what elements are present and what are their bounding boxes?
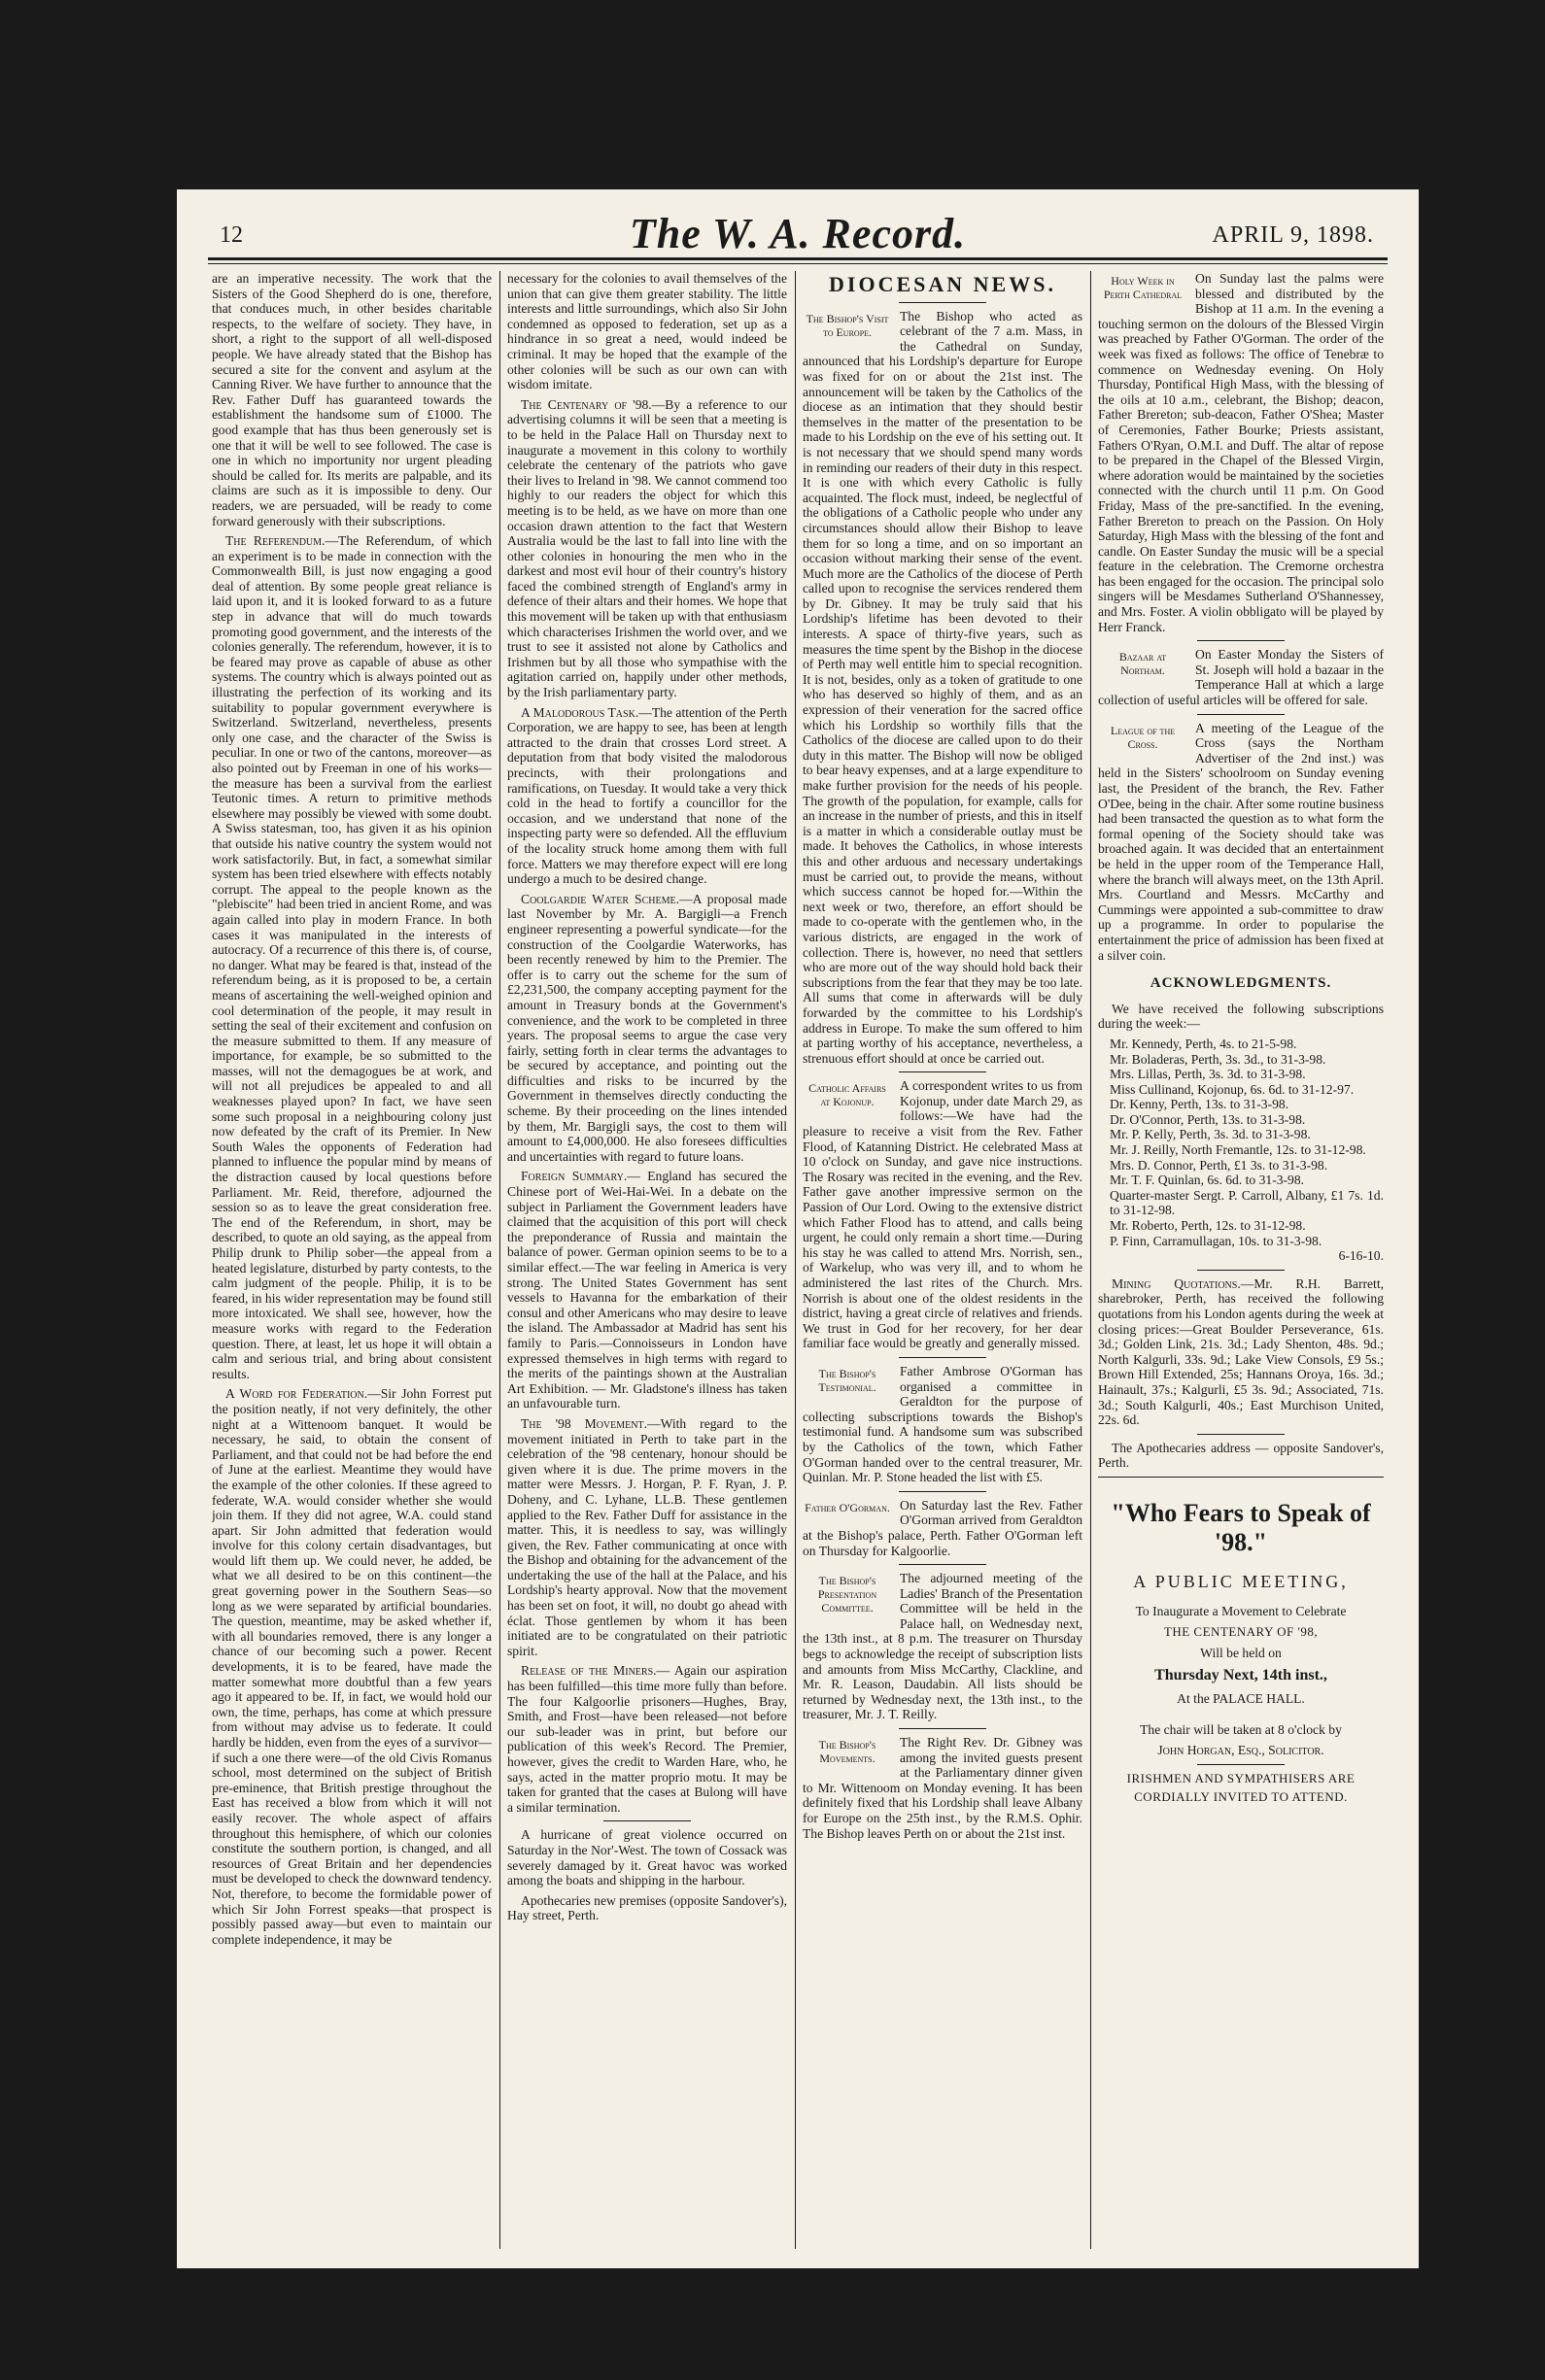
section-rule: [1197, 1434, 1285, 1435]
ad-centenary: THE CENTENARY OF '98,: [1163, 1624, 1319, 1640]
side-head: The Bishop's Presentation Committee.: [817, 1574, 877, 1615]
article-head: The Centenary of '98.: [521, 396, 652, 412]
news-hurricane: A hurricane of great violence occurred on Saturday in the Nor'-West. The town of Cossack was severely damaged by it. Great havoc was worked among the boats and shipping in the harbour.: [507, 1827, 787, 1888]
header-rule-thick: [208, 257, 1388, 260]
ad-chairman: John Horgan, Esq., Solicitor.: [1157, 1743, 1324, 1758]
item-presentation: [803, 1571, 1082, 1722]
item-body: The adjourned meeting of the Ladies' Branch of the Presentation Committee will be held in the Palace hall, on Wednesday next, the 13th inst., at 8 p.m. The treasurer on Thursday begs to acknowledge the receipt of subscription lists and amounts from Miss McCarthy, Clackline, and Mr. R. Leason, Daudabin. All lists should be returned by Wednesday next, the 13th inst., to the treasurer, Mr. J. T. Reilly.: [803, 1571, 1082, 1722]
article-head: The Referendum.: [225, 533, 326, 549]
section-rule: [899, 1071, 986, 1072]
ack-item: Mr. Roberto, Perth, 12s. to 31-12-98.: [1110, 1218, 1306, 1234]
section-rule: [1197, 640, 1285, 641]
side-head: The Bishop's Movements.: [818, 1738, 876, 1766]
item-movements: [803, 1735, 1082, 1841]
item-league: [1098, 721, 1384, 964]
ad-place: At the PALACE HALL.: [1177, 1690, 1305, 1706]
diocesan-news-heading: DIOCESAN NEWS.: [829, 272, 1056, 296]
section-rule: [1197, 1764, 1285, 1765]
news-apothecaries: Apothecaries new premises (opposite Sandover's), Hay street, Perth.: [507, 1892, 787, 1923]
article-paragraph: are an imperative necessity. The work that the Sisters of the Good Shepherd do is one, therefore, that conduces much, in other besides charitable respects, to the welfare of society. They have, in short, a right to the support of all well-disposed people. We have already stated that the Bishop has secured a site for the convent and asylum at the Canning River. We have further to announce that the Rev. Father Duff has guaranteed towards the establishment the handsome sum of £1000. The good example that has thus been generously set is one that it will be well to see followed. The case is one in which no importunity nor urgent pleading should be called for. Its merits are palpable, and its claims are such as it is impossible to deny. Our readers, we are persuaded, will be ready to come forward generously with their subscriptions.: [212, 271, 492, 528]
meeting-advertisement: [1098, 1499, 1384, 1805]
article-body: —Mr. R.H. Barrett, sharebroker, Perth, has received the following quotations from his London agents during the week at closing prices:—Great Boulder Perseverance, 61s. 3d.; Golden Link, 21s. 3d.; Lady Shenton, 48s. 9d.; North Kalgurli, 33s. 9d.; Lake View Consols, £9 5s.; Brown Hill Extended, 25s; Hannans Oroya, 16s. 3d.; Hainault, 37s.; Kalgurli, £5 3s. 9d.; Associated, 71s. 3d.; South Kalgurli, 40s.; East Murchison United, 22s. 6d.: [1098, 1275, 1384, 1428]
ack-item: P. Finn, Carramullagan, 10s. to 31-3-98.: [1110, 1233, 1322, 1248]
page-header: [208, 209, 1388, 255]
item-bishop-visit: [803, 309, 1082, 1067]
ack-list: [1098, 1037, 1384, 1248]
column-3: [803, 271, 1082, 2249]
column-2: [507, 271, 787, 2249]
side-head: Bazaar at Northam.: [1118, 650, 1167, 678]
article-head: Coolgardie Water Scheme.: [521, 891, 680, 906]
item-body: A correspondent writes to us from Kojonup, under date March 29, as follows:—We have had the pleasure to receive a visit from the Rev. Father Flood, of Katanning District. He celebrated Mass at 10 o'clock on Sunday, and gave nice instructions. The Rosary was recited in the evening, and the Rev. Father gave another impressive sermon on the Passion of Our Lord. Owing to the extensive district which Father Flood has to attend, and calls being urgent, he could only remain a short time.—During his stay he was called to attend Mrs. Norrish, sen., of Warkelup, who was very ill, and to whom he administered the last rites of the Church. Mrs. Norrish is about one of the oldest residents in the district, having a great circle of relatives and friends. We trust in God for her recovery, for her dear familiar face would be greatly and generally missed.: [803, 1078, 1082, 1351]
item-body: On Sunday last the palms were blessed and distributed by the Bishop at 11 a.m. In the evening a touching sermon on the dolours of the Blessed Virgin was preached by Father O'Gorman. The order of the week was fixed as follows: The office of Tenebræ to commence on Wednesday evening. On Holy Thursday, Pontifical High Mass, with the blessing of the oils at 10 a.m., celebrant, the Bishop; deacon, Father Brereton; sub-deacon, Father O'Shea; Master of Ceremonies, Father Bourke; Priests assistant, Fathers O'Ryan, O.M.I. and Duff. The altar of repose to be prepared in the Chapel of the Blessed Virgin, where adoration would be maintained by the societies connected with the church until 11 p.m. On Good Friday, Mass of the pre-sanctified. In the evening, Father Brereton to preach on the Passion. On Holy Saturday, High Mass with the blessing of the font and candle. On Easter Sunday the music will be a special feature in the celebration. The Cremorne orchestra has been engaged for the occasion. The principal solo singers will be Mesdames Sutherland O'Shannessey, and Mrs. Foster. A violin obbligato will be played by Herr Franck.: [1098, 271, 1384, 634]
item-bazaar: [1098, 647, 1384, 707]
article-coolgardie: [507, 892, 787, 1165]
column-4: [1098, 271, 1384, 2249]
section-rule: [899, 1357, 986, 1358]
side-head: The Bishop's Visit to Europe.: [806, 311, 889, 339]
ack-code: 6-16-10.: [1338, 1248, 1384, 1264]
article-paragraph: necessary for the colonies to avail themselves of the union that can give them greater stability. The little interests and little surroundings, which also Sir John condemned as opposed to federation, set up as a hindrance in so great a need, would indeed be criminal. It may be hoped that the example of the other colonies will be such as our own can with wisdom imitate.: [507, 271, 787, 392]
section-rule: [899, 302, 986, 303]
item-apothecaries: The Apothecaries address — opposite Sandover's, Perth.: [1098, 1440, 1384, 1471]
article-body: —The Referendum, of which an experiment is to be made in connection with the Commonwealth Bill, is just now engaging a good deal of attention. By some people great reliance is laid upon it, and it is looked forward to as a future step in advance that will do much towards promoting good government, and the interests of the colonies generally. The referendum, however, it is to be feared may prove as capable of abuse as other systems. The country which is always pointed out as illustrating the perfection of its working and its suitability to popular government everywhere is Switzerland. Switzerland, nevertheless, presents only one case, and the character of the Swiss is peculiar. In one or two of the cantons, moreover—as also pointed out by Freeman in one of his works—the measure has been a survival from the earliest Teutonic times. A return to primitive methods elsewhere may possibly be viewed with some doubt. A Swiss statesman, too, has given it as his opinion that outside his native country the system would not work satisfactorily. But, in fact, a somewhat similar system has been tried elsewhere with effects notably corrupt. The appeal to the people known as the "plebiscite" had been tried in ancient Rome, and was again called into play in modern France. In both cases it was manipulated in the interests of autocracy. Of a recurrence of this there is, of course, no danger. What may be feared is that, instead of the referendum being, as it is proposed to be, a certain means of ascertaining the well-weighed opinion and cool determination of the people, it may result in setting the seal of their excitement and confusion on the measure submitted to them. If any measure of importance, for example, be so submitted to the masses, will not the demagogues be at work, and will not all prejudices be appealed to and all weaknesses played upon? In fact, we have seen some such proposal in a neighbouring colony just now defeated by the craft of its Premier. In New South Wales the opponents of Federation had planned to influence the popular mind by means of the distraction caused by local questions before Parliament. Mr. Reid, therefore, adjourned the session so as to leave the great consideration free. The end of the Referendum, in short, may be described, to quote an old saying, as the appeal from Philip drunk to Philip sober—the appeal from a heated legislature, disturbed by party contests, to the calm judgment of the people. Philip, it is to be feared, in his wider representation may be found still more intoxicated. We shall see, however, how the measure works with regard to the Federation question. There, at least, let us hope it will obtain a calm and serious trial, and bring about consistent results.: [212, 533, 492, 1381]
article-body: —The attention of the Perth Corporation, we are happy to see, has been at length attracted to the drain that crosses Lord street. A deputation from that body visited the malodorous precincts, with their prolongations and ramifications, on Tuesday. It would take a very thick cold in the head to fortify a councillor for the occasion, and we understand that none of the inspecting party were so defended. All the effluvium of the locality struck home among them with full force. Matters we may therefore expect will ere long undergo a much to be desired change.: [507, 704, 787, 887]
section-rule: [603, 1820, 691, 1821]
ack-item: Miss Cullinand, Kojonup, 6s. 6d. to 31-12-97.: [1110, 1081, 1355, 1097]
ack-item: Mr. Boladeras, Perth, 3s. 3d., to 31-3-98.: [1110, 1051, 1326, 1067]
section-rule: [899, 1564, 986, 1565]
header-rule-thin: [208, 263, 1388, 264]
item-body: Father Ambrose O'Gorman has organised a committee in Geraldton for the purpose of collecting subscriptions towards the Bishop's testimonial fund. A handsome sum was subscribed by the Catholics of the town, which Father O'Gorman handed over to the central treasurer, Mr. Quinlan. Mr. P. Stone headed the list with £5.: [803, 1363, 1082, 1485]
article-body: —With regard to the movement initiated in Perth to take part in the celebration of the '98 centenary, honour should be given where it is due. The prime movers in the matter were Messrs. J. Horgan, P. F. Ryan, J. P. Doheny, and C. Lyhane, LL.B. These gentlemen applied to the Rev. Father Duff for assistance in the matter. This, it is needless to say, was willingly given, the Rev. Father communicating at once with the Bishop and obtaining for the advancement of the undertaking the use of the hall at the Palace, and his Lordship's hearty approval. Now that the movement has been set on foot, it will, no doubt go ahead with éclat. Those gentlemen by whom it has been initiated are to be congratulated on their patriotic spirit.: [507, 1415, 787, 1658]
article-body: —Sir John Forrest put the position neatly, if not very definitely, the other night at a Wittenoom banquet. It would be necessary, he said, to obtain the consent of Parliament, and that could not be had before the end of June at the earliest. Meantime they would have the example of the other colonies. If these agreed to federate, W.A. would consider whether she would join them. If they did not agree, W.A. could stand apart. Sir John admitted that federation would involve for this colony certain disadvantages, but would lift them up. We could never, he added, be what we all desired to be on this continent—the great governing power in the Southern Seas—so long as we were separated by artificial boundaries. The question, meantime, may be asked whether if, with all boundaries removed, there is any longer a chance of our becoming such a power. Recent developments, it is to be feared, have made the matter somewhat more doubtful than a few years ago it appeared to be. If, in fact, we would hold our own, the time, perhaps, has come at which pressure from without may advise us to federate. It could hardly be hidden, even from the eyes of a survivor—if such a one there were—of the old Civis Romanus school, most determined on the subject of British pre-eminence, that British prestige throughout the East has received a blow from which it will not easily recover. The whole aspect of affairs throughout this hemisphere, of which our colonies constitute the southern portion, is changed, and all resources of Great Britain and her dependencies must be developed to check the downward tendency. Not, therefore, to become the formidable power of which Sir John Forrest speaks—that prospect is possibly passed away—but even to maintain our complete independence, it may be: [212, 1386, 492, 1947]
ad-public-meeting: A PUBLIC MEETING,: [1133, 1571, 1349, 1591]
section-rule: [1197, 1270, 1285, 1271]
side-head: Holy Week in Perth Cathedral: [1103, 274, 1183, 301]
article-head: Mining Quotations.: [1112, 1275, 1241, 1291]
article-head: Release of the Miners.: [521, 1663, 657, 1679]
newspaper-page: [177, 189, 1419, 2268]
issue-date: APRIL 9, 1898.: [1212, 222, 1374, 248]
article-head: The '98 Movement.: [521, 1415, 647, 1431]
ack-item: Mrs. Lillas, Perth, 3s. 3d. to 31-3-98.: [1110, 1067, 1306, 1082]
ad-purpose: To Inaugurate a Movement to Celebrate: [1135, 1603, 1347, 1618]
article-body: —A proposal made last November by Mr. A. Bargigli—a French engineer representing a powerful syndicate—for the construction of the Coolgardie Waterworks, has been recently renewed by him to the Premier. The offer is to carry out the scheme for the sum of £2,231,500, the company accepting payment for the amount in Treasury bonds at the Government's convenience, and the work to be completed in three years. The proposal seems to argue the case very fairly, setting forth in clear terms the advantages to be secured by acceptance, and pointing out the difficulties and risks to be incurred by the Government in themselves directly conducting the scheme. By their proceeding on the lines intended by them, Mr. Bargigli says, the cost to them will amount to £4,000,000. He also foresees difficulties and uncertainties with regard to future loans.: [507, 891, 787, 1164]
ad-chair: The chair will be taken at 8 o'clock by: [1140, 1721, 1342, 1737]
section-rule: [899, 1728, 986, 1729]
article-referendum: [212, 533, 492, 1381]
item-kojonup: [803, 1078, 1082, 1351]
ack-intro: We have received the following subscriptions during the week:—: [1098, 1001, 1384, 1032]
ad-date: Thursday Next, 14th inst.,: [1154, 1667, 1327, 1684]
article-foreign: [507, 1169, 787, 1411]
article-body: — Again our aspiration has been fulfilled—this time more fully than before. The four Kalgoorlie prisoners—Hughes, Bray, Smith, and Frost—have been released—not before our sub-leader was in print, but before our publication of this week's Record. The Premier, however, gives the credit to Warden Hare, who, he says, acted in the matter proprio motu. It may be taken for granted that the cases at Bulong will have a similar termination.: [507, 1663, 787, 1815]
item-testimonial: [803, 1364, 1082, 1485]
article-head: A Malodorous Task.: [521, 704, 639, 720]
column-divider: [1090, 271, 1091, 2249]
side-head: Catholic Affairs at Kojonup.: [808, 1081, 886, 1109]
section-rule: [1197, 714, 1285, 715]
article-head: Foreign Summary.: [521, 1169, 628, 1184]
ack-item: Mr. P. Kelly, Perth, 3s. 3d. to 31-3-98.: [1110, 1127, 1311, 1142]
item-mining: [1098, 1276, 1384, 1428]
article-malodorous: [507, 705, 787, 887]
ad-invite-line-1: IRISHMEN AND SYMPATHISERS ARE: [1126, 1770, 1356, 1785]
ack-item: Dr. Kenny, Perth, 13s. to 31-3-98.: [1110, 1097, 1289, 1112]
ad-held: Will be held on: [1200, 1645, 1282, 1660]
item-body: On Saturday last the Rev. Father O'Gorman arrived from Geraldton at the Bishop's palace, Perth. Father O'Gorman left on Thursday for Kalgoorlie.: [803, 1497, 1082, 1558]
ack-item: Mr. T. F. Quinlan, 6s. 6d. to 31-3-98.: [1110, 1173, 1305, 1188]
side-head: The Bishop's Testimonial.: [818, 1366, 876, 1394]
ad-invite-line-2: CORDIALLY INVITED TO ATTEND.: [1134, 1789, 1348, 1805]
ad-title: "Who Fears to Speak of '98.": [1111, 1498, 1371, 1556]
ack-item: Dr. O'Connor, Perth, 13s. to 31-3-98.: [1110, 1111, 1306, 1127]
section-rule: [899, 1491, 986, 1492]
item-holy-week: [1098, 271, 1384, 634]
article-federation: [212, 1386, 492, 1947]
ack-item: Mrs. D. Connor, Perth, £1 3s. to 31-3-98.: [1110, 1157, 1328, 1173]
column-1: [212, 271, 492, 2249]
article-release: [507, 1663, 787, 1815]
ack-item: Mr. J. Reilly, North Fremantle, 12s. to 31-12-98.: [1110, 1142, 1366, 1158]
column-divider: [499, 271, 500, 2249]
column-divider: [795, 271, 796, 2249]
side-head: Father O'Gorman.: [805, 1500, 890, 1514]
acknowledgments-heading: ACKNOWLEDGMENTS.: [1150, 975, 1332, 992]
page-number: 12: [220, 222, 243, 248]
article-movement: [507, 1416, 787, 1659]
item-body: The Bishop who acted as celebrant of the 7 a.m. Mass, in the Cathedral on Sunday, announced that his Lordship's departure for Europe was fixed for on or about the 21st inst. The announcement will be taken by the Catholics of the diocese as an intimation that they should bestir themselves in the matter of the presentation to be made to his Lordship on the eve of his setting out. It is not necessary that we should spend many words in reminding our readers of their duty in this respect. It is one with which every Catholic is fully acquainted. The flock must, indeed, be neglectful of the obligations of a Catholic people who under any circumstances should allow their Bishop to leave them for so long a time, and on so important an occasion without marking their sense of the event. Much more are the Catholics of the diocese of Perth called upon to recognise the services rendered them by Dr. Gibney. It may be truly said that his Lordship's lifetime has been devoted to their interests. A space of thirty-five years, such as measures the time spent by the Bishop in the diocese of Perth may well entitle him to special recognition. It is not, besides, only as a token of gratitude to one who has deserved so highly of them, and as an expression of their veneration for the sacred office which his Lordship so worthily fills that the Catholics of the diocese are called upon to do their duty in this matter. The Bishop will now be obliged to bear heavy expenses, and at a large expenditure to make further provision for the needs of his people. The growth of the population, for example, calls for an increase in the number of priests, and this in itself is a matter in which a considerable outlay must be made. It behoves the Catholics, in whose interests this and other arduous and necessary undertakings must be carried out, to provide the means, without which success cannot be hoped for.—Within the next week or two, therefore, an effort should be made to co-operate with the gentlemen who, in the various districts, are engaged in the work of collection. There is, however, no need that settlers who are more out of the way should hold back their subscriptions from the fear that they may be too late. All sums that come in afterwards will be duly forwarded by the committee to his Lordship's address in Europe. To make the sum offered to him at parting worthy of his acceptance, nevertheless, a strenuous effort should at once be carried out.: [803, 308, 1082, 1066]
item-body: A meeting of the League of the Cross (says the Northam Advertiser of the 2nd inst.) was held in the Sisters' schoolroom on Sunday evening last, the President of the branch, the Rev. Father O'Dee, being in the chair. After some routine business had been transacted the question as to what form the formal opening of the Society should take was broached again. It was decided that an entertainment be held in the upper room of the Temperance Hall, where the branch will always meet, on the 13th April. Mrs. Courtland and Messrs. McCarthy and Cummings were appointed a sub-committee to draw up a programme. In order to popularise the entertainment the price of admission has been fixed at a silver coin.: [1098, 720, 1384, 963]
ack-item: Quarter-master Sergt. P. Carroll, Albany, £1 7s. 1d. to 31-12-98.: [1110, 1187, 1384, 1218]
section-rule: [1098, 1477, 1384, 1478]
item-body: The Right Rev. Dr. Gibney was among the invited guests present at the Parliamentary dinner given to Mr. Wittenoom on Monday evening. It has been definitely fixed that his Lordship shall leave Albany for Europe on the 25th inst., by the R.M.S. Ophir. The Bishop leaves Perth on or about the 21st inst.: [803, 1735, 1082, 1841]
article-body: — England has secured the Chinese port of Wei-Hai-Wei. In a debate on the subject in Parliament the Government leaders have claimed that the acquisition of this port will check the preponderance of Russia and maintain the balance of power. German opinion seems to be to a similar effect.—The war feeling in America is very strong. The United States Government has sent vessels to Havanna for the embarkation of their consul and other Americans who may desire to leave the island. The Ambassador at Madrid has sent his family to Paris.—Connoisseurs in London have expressed themselves in high terms with regard to the merits of the paintings shown at the Australian Art Exhibition. — Mr. Gladstone's illness has taken an unfavourable turn.: [507, 1169, 787, 1411]
item-body: On Easter Monday the Sisters of St. Joseph will hold a bazaar in the Temperance Hall at which a large collection of useful articles will be offered for sale.: [1098, 647, 1384, 708]
item-ogorman: [803, 1498, 1082, 1558]
masthead-title: The W. A. Record.: [629, 210, 967, 257]
ack-item: Mr. Kennedy, Perth, 4s. to 21-5-98.: [1110, 1036, 1297, 1051]
side-head: League of the Cross.: [1110, 723, 1176, 751]
article-body: —By a reference to our advertising columns it will be seen that a meeting is to be held in the Palace Hall on Thursday next to inaugurate a movement in this colony to worthily celebrate the centenary of the patriots who gave their lives to Ireland in '98. We cannot commend too highly to our readers the object for which this meeting is to be held, as we have on more than one occasion drawn attention to the fact that Western Australia would be the last to fall into line with the other colonies in honouring the men who in the darkest and most evil hour of their country's history faced the combined strength of England's army in defence of their altars and their homes. We hope that this movement will be taken up with that enthusiasm which characterises Irishmen the world over, and we trust to see it assisted not alone by Catholics and Irishmen but by all those who sympathise with the agitation carried on, happily under other methods, by the Irish parliamentary party.: [507, 396, 787, 700]
article-head: A Word for Federation.: [225, 1386, 368, 1402]
article-centenary: [507, 397, 787, 700]
